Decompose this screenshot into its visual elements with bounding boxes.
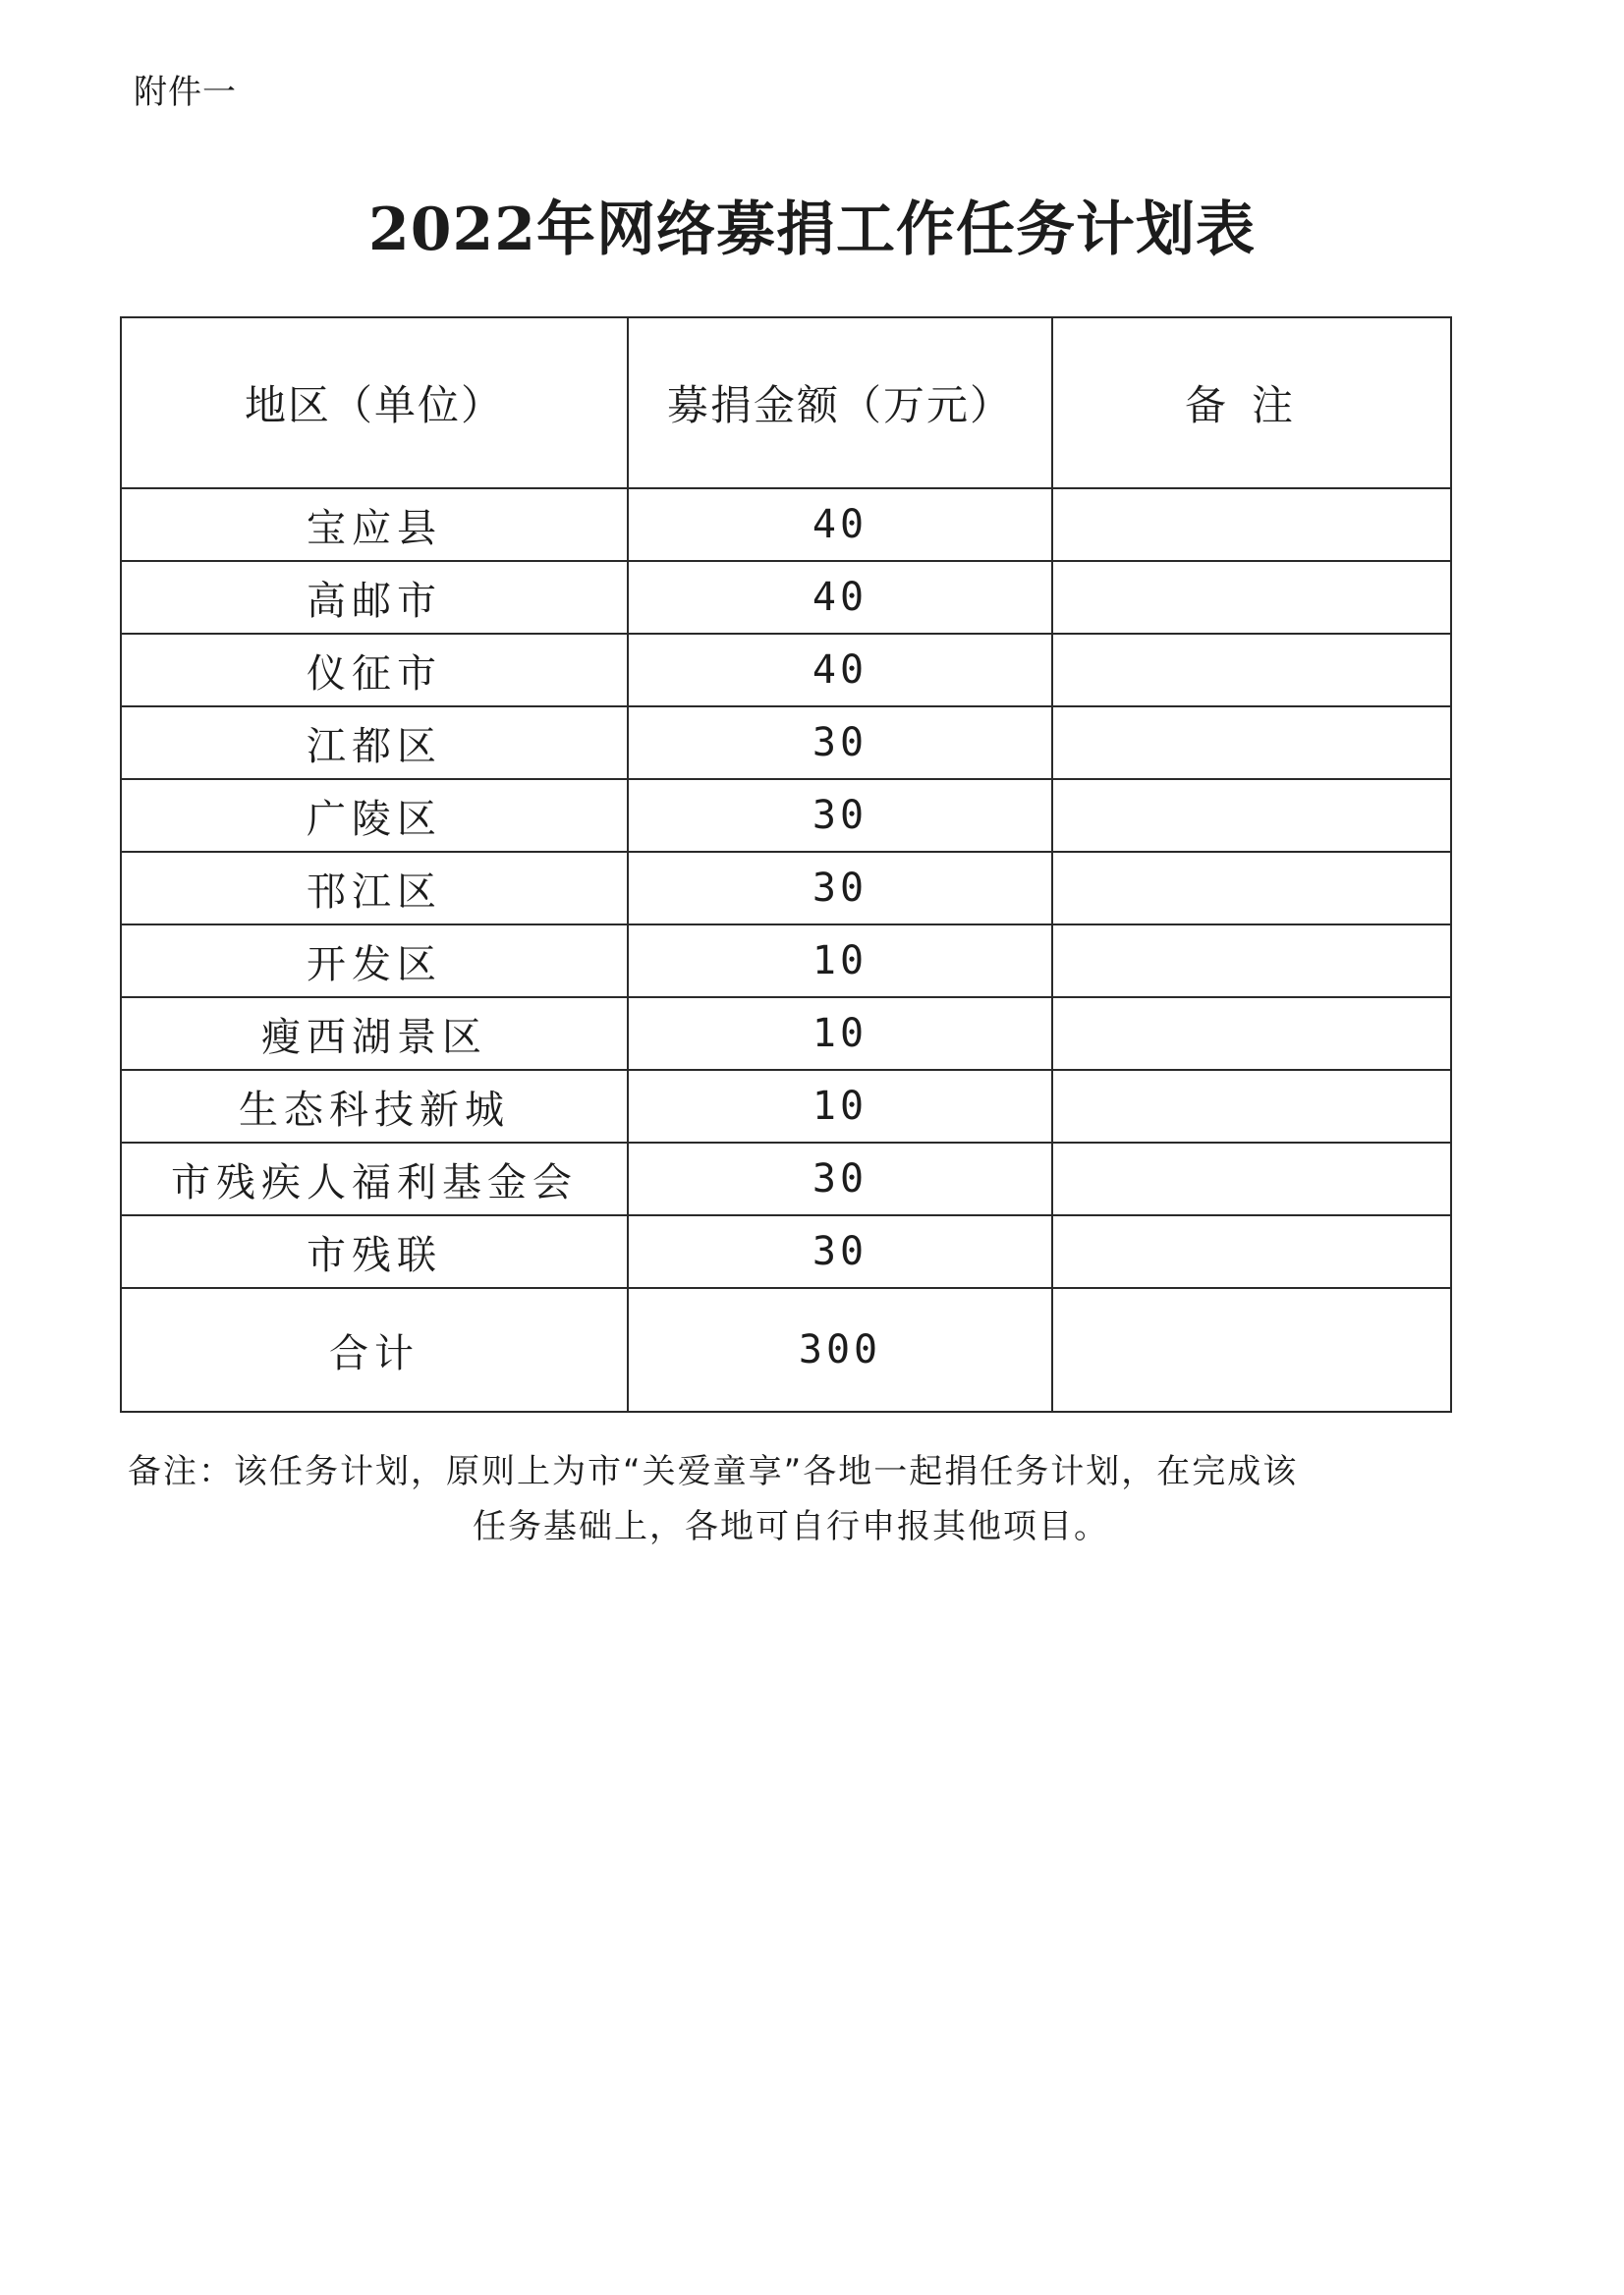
amount-cell: 10 — [628, 924, 1052, 997]
remarks-cell — [1052, 852, 1451, 924]
page-title: 2022年网络募捐工作任务计划表 — [368, 196, 1256, 264]
header-amount: 募捐金额（万元） — [628, 317, 1052, 488]
table-row — [121, 924, 1451, 997]
total-amount: 300 — [628, 1288, 1052, 1412]
remarks-cell — [1052, 488, 1451, 561]
remarks-cell — [1052, 997, 1451, 1070]
amount-cell: 30 — [628, 852, 1052, 924]
table-row — [121, 634, 1451, 706]
amount-cell: 30 — [628, 1143, 1052, 1215]
table-row — [121, 1143, 1451, 1215]
table-header-row — [121, 317, 1451, 488]
remarks-cell — [1052, 706, 1451, 779]
remarks-cell — [1052, 779, 1451, 852]
attachment-label: 附件一 — [134, 73, 237, 112]
amount-cell: 10 — [628, 1070, 1052, 1143]
region-cell: 宝应县 — [121, 488, 628, 561]
table-row — [121, 488, 1451, 561]
amount-cell: 30 — [628, 706, 1052, 779]
region-cell: 开发区 — [121, 924, 628, 997]
total-row — [121, 1288, 1451, 1412]
footnote — [128, 1444, 1454, 1554]
amount-cell: 40 — [628, 488, 1052, 561]
amount-cell: 10 — [628, 997, 1052, 1070]
footnote-line-2: 任务基础上，各地可自行申报其他项目。 — [473, 1507, 1109, 1546]
remarks-cell — [1052, 1070, 1451, 1143]
table-row — [121, 779, 1451, 852]
table-row — [121, 997, 1451, 1070]
region-cell: 邗江区 — [121, 852, 628, 924]
amount-cell: 40 — [628, 561, 1052, 634]
region-cell: 市残联 — [121, 1215, 628, 1288]
amount-cell: 40 — [628, 634, 1052, 706]
header-region: 地区（单位） — [121, 317, 628, 488]
remarks-cell — [1052, 1215, 1451, 1288]
region-cell: 江都区 — [121, 706, 628, 779]
region-cell: 生态科技新城 — [121, 1070, 628, 1143]
remarks-cell — [1052, 1143, 1451, 1215]
table-row — [121, 1215, 1451, 1288]
remarks-cell — [1052, 561, 1451, 634]
remarks-cell — [1052, 634, 1451, 706]
region-cell: 仪征市 — [121, 634, 628, 706]
table-row — [121, 852, 1451, 924]
footnote-line-1: 备注：该任务计划，原则上为市“关爱童享”各地一起捐任务计划，在完成该 — [128, 1452, 1299, 1491]
amount-cell: 30 — [628, 779, 1052, 852]
region-cell: 市残疾人福利基金会 — [121, 1143, 628, 1215]
amount-cell: 30 — [628, 1215, 1052, 1288]
plan-table — [120, 316, 1452, 1413]
table-row — [121, 706, 1451, 779]
total-remarks — [1052, 1288, 1451, 1412]
table-row — [121, 1070, 1451, 1143]
region-cell: 瘦西湖景区 — [121, 997, 628, 1070]
region-cell: 高邮市 — [121, 561, 628, 634]
region-cell: 广陵区 — [121, 779, 628, 852]
header-remarks: 备注 — [1052, 317, 1451, 488]
total-label: 合计 — [121, 1288, 628, 1412]
table-row — [121, 561, 1451, 634]
remarks-cell — [1052, 924, 1451, 997]
